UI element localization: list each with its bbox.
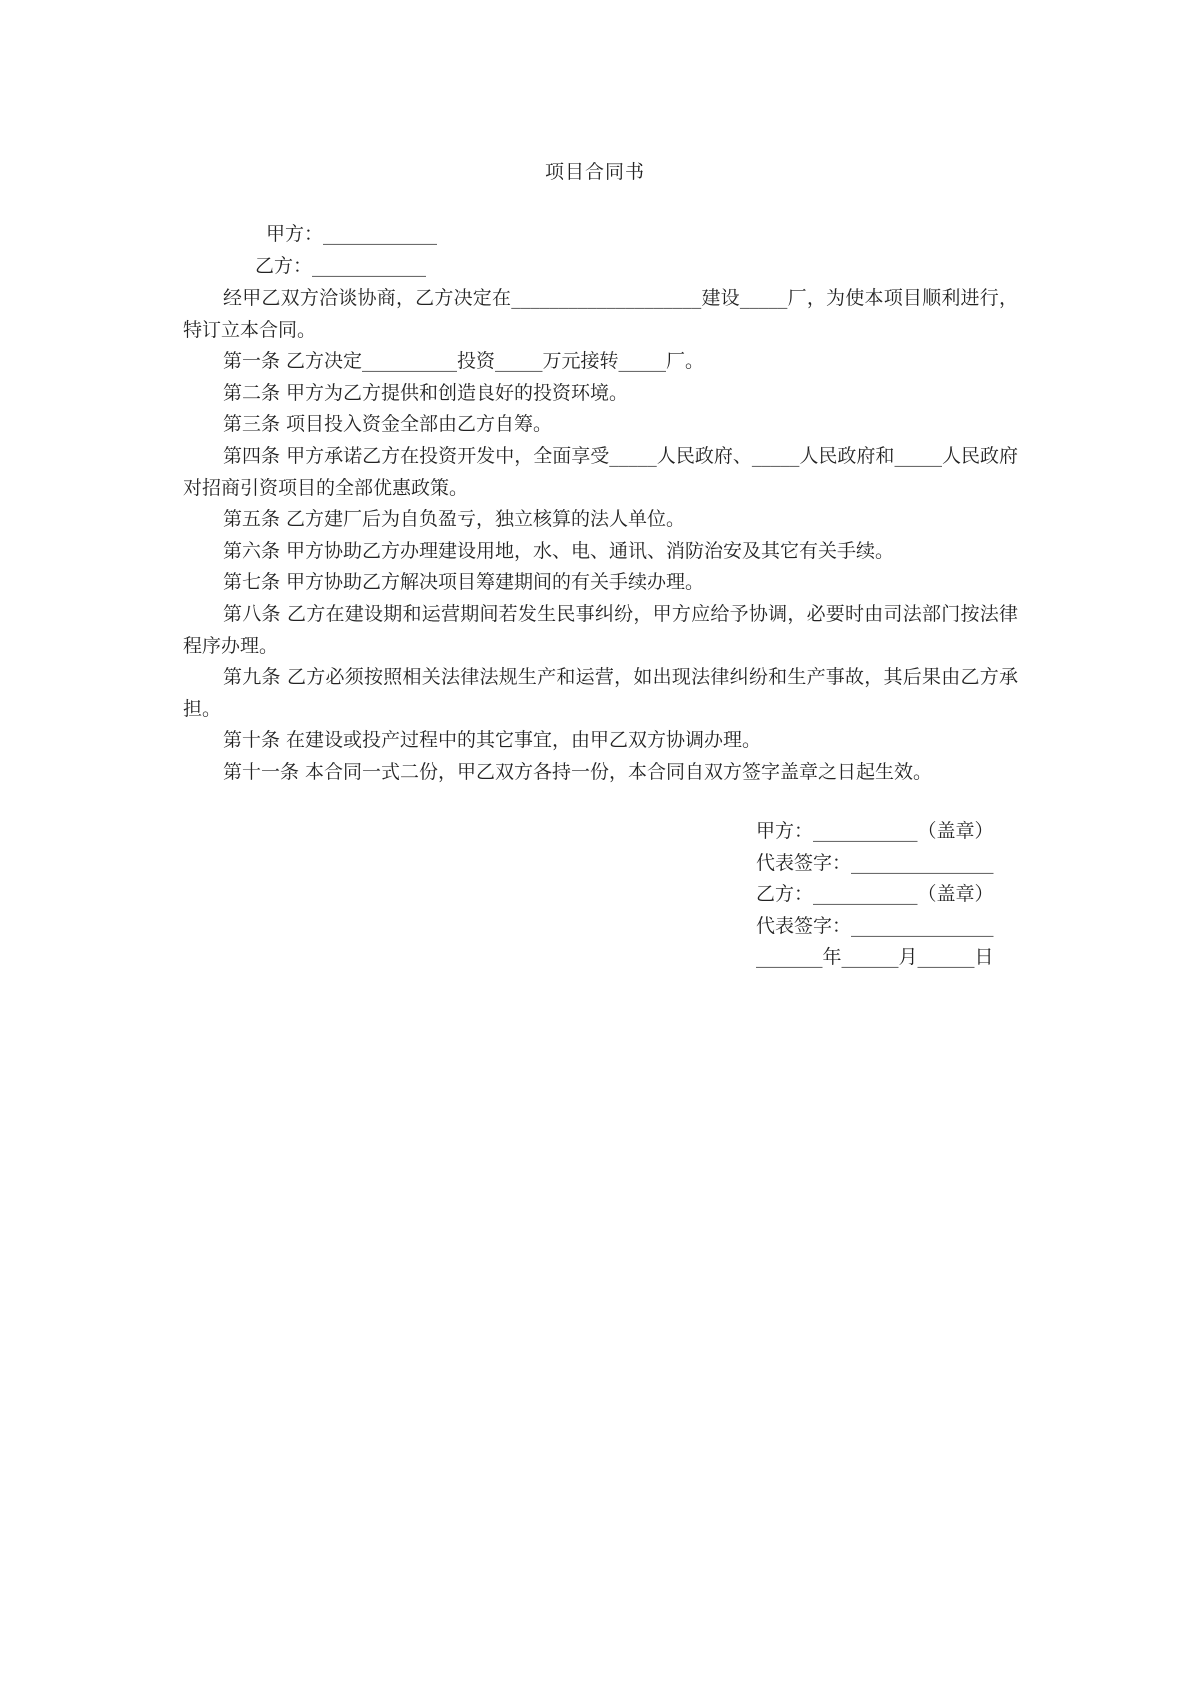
party-a-line: 甲方：____________ (266, 223, 438, 245)
article-4: 第四条 甲方承诺乙方在投资开发中，全面享受_____人民政府、_____人民政府和_____人民政府对招商引资项目的全部优惠政策。 (183, 444, 1018, 499)
party-b-line: 乙方：____________ (255, 255, 427, 277)
signature-party-b: 乙方：___________（盖章） (756, 883, 994, 906)
contract-body (183, 283, 1018, 789)
article-2: 第二条 甲方为乙方提供和创造良好的投资环境。 (223, 381, 629, 404)
intro-paragraph: 经甲乙双方洽谈协商，乙方决定在____________________建设_____厂，为使本项目顺利进行，特订立本合同。 (183, 287, 1018, 341)
document-title: 项目合同书 (544, 161, 645, 183)
signature-party-a: 甲方：___________（盖章） (756, 820, 994, 842)
article-1: 第一条 乙方决定__________投资_____万元接转_____厂。 (223, 350, 705, 373)
article-5: 第五条 乙方建厂后为自负盈亏，独立核算的法人单位。 (223, 508, 686, 531)
signature-block (756, 816, 1021, 974)
article-8: 第八条 乙方在建设期和运营期间若发生民事纠纷，甲方应给予协调，必要时由司法部门按法律程序办理。 (183, 602, 1018, 657)
article-11: 第十一条 本合同一式二份，甲乙双方各持一份，本合同自双方签字盖章之日起生效。 (223, 760, 933, 783)
article-6: 第六条 甲方协助乙方办理建设用地，水、电、通讯、消防治安及其它有关手续。 (223, 539, 895, 562)
signature-rep-a: 代表签字：_______________ (756, 851, 994, 874)
article-9: 第九条 乙方必须按照相关法律法规生产和运营，如出现法律纠纷和生产事故，其后果由乙方承担。 (183, 666, 1018, 720)
article-10: 第十条 在建设或投产过程中的其它事宜，由甲乙双方协调办理。 (223, 729, 762, 752)
signature-date: _______年______月______日 (756, 946, 994, 969)
article-3: 第三条 项目投入资金全部由乙方自筹。 (223, 413, 553, 436)
article-7: 第七条 甲方协助乙方解决项目筹建期间的有关手续办理。 (223, 571, 705, 594)
signature-rep-b: 代表签字：_______________ (756, 914, 994, 937)
